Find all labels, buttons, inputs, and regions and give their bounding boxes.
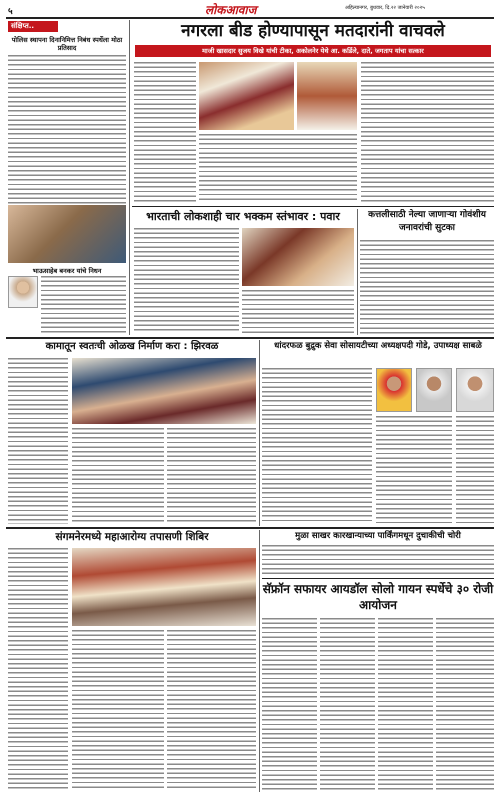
brief-label: संक्षिप्त.. (8, 21, 58, 32)
health-body-col1 (8, 548, 68, 791)
theft-body (262, 545, 494, 575)
society-headline: धांदरफळ बुद्रुक सेवा सोसायटीच्या अध्यक्षपदी गोडे, उपाध्यक्ष साबळे (274, 341, 482, 351)
zirwal-body-col3 (167, 428, 256, 524)
cattle-body (360, 240, 494, 334)
theft-headline: मुळा साखर कारखान्याच्या पार्किंगमधून दुचाकीची चोरी (295, 531, 461, 541)
lead-photo-event (297, 62, 357, 130)
column-divider (259, 530, 260, 792)
society-photo-vicepresident (416, 368, 452, 412)
obituary-photo (8, 276, 38, 308)
society-photo-president (376, 368, 412, 412)
zirwal-body-col2 (72, 428, 164, 524)
newspaper-logo: लोकआवाज (205, 3, 257, 17)
saffron-body-col1 (262, 618, 317, 791)
brief-item1-body (8, 55, 126, 205)
column-divider (259, 340, 260, 526)
saffron-body-col3 (378, 618, 433, 791)
section-rule (262, 578, 494, 579)
section-rule (6, 337, 494, 339)
column-divider (357, 209, 358, 335)
society-body-col2 (376, 416, 452, 524)
brief-item2-title: भाऊसाहेब बनकर यांचे निधन (32, 267, 102, 275)
pawar-body (134, 228, 239, 333)
pawar-photo (242, 228, 354, 286)
health-photo (72, 548, 256, 626)
health-headline: संगमनेरमध्ये महाआरोग्य तपासणी शिबिर (55, 531, 209, 543)
masthead-rule (6, 17, 494, 19)
column-divider (129, 20, 130, 335)
lead-body-col2 (199, 134, 357, 202)
society-photo-member (456, 368, 494, 412)
saffron-headline: सॅफ्रॉन सफायर आयडॉल सोलो गायन स्पर्धेचे ३० रोजी आयोजन (262, 582, 494, 612)
saffron-body-col4 (436, 618, 494, 791)
section-rule (132, 206, 494, 207)
cattle-headline: कत्तलीसाठी नेल्या जाणाऱ्या गोवंशीय जनावरांची सुटका (368, 210, 486, 233)
lead-headline: नगरला बीड होण्यापासून मतदारांनी वाचवले (181, 21, 445, 41)
zirwal-headline: कामातून स्वतःची ओळख निर्माण करा : झिरवळ (45, 341, 219, 352)
lead-body-col1 (134, 62, 196, 202)
health-body-col3 (167, 630, 256, 791)
brief-item1-photo (8, 205, 126, 263)
society-body (262, 368, 372, 524)
saffron-body-col2 (320, 618, 375, 791)
zirwal-photo (72, 358, 256, 424)
brief-item1-title: पोलिस स्थापना दिनानिमित्त निबंध स्पर्धेला मोठा प्रतिसाद (11, 36, 123, 52)
pawar-headline: भारताची लोकशाही चार भक्कम स्तंभावर : पवार (146, 210, 340, 223)
dateline: अहिल्यानगर, बुधवार, दि.२२ जानेवारी २०२५ (345, 5, 425, 11)
society-body-col3 (456, 416, 494, 524)
lead-body-col3 (361, 62, 494, 202)
health-body-col2 (72, 630, 164, 791)
lead-photo-felicitation (199, 62, 294, 130)
lead-subhead: माजी खासदार सुजय विखे यांची टीका, अकोलनेर येथे आ. कर्डिले, दाते, जगताप यांचा सत्कार (135, 45, 491, 57)
section-rule (6, 527, 494, 529)
pawar-body-col2 (242, 290, 354, 334)
brief-item2-body (41, 276, 126, 334)
page-number: ५ (8, 7, 13, 17)
zirwal-body-col1 (8, 358, 68, 524)
